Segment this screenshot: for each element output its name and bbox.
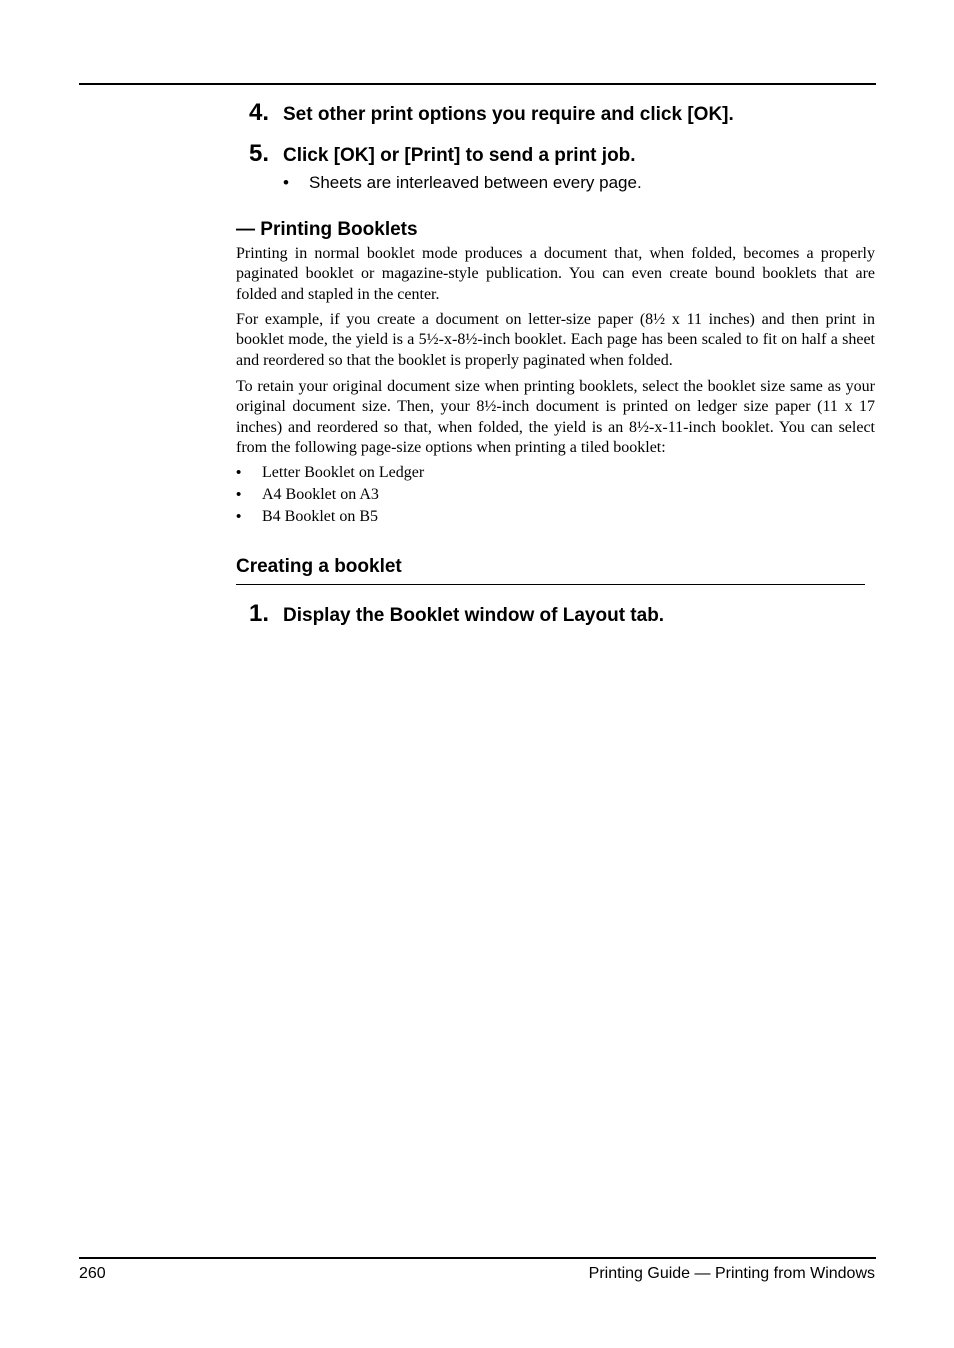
step-text: Display the Booklet window of Layout tab. — [283, 605, 665, 626]
paragraph-2: For example, if you create a document on letter-size paper (8½ x 11 inches) and then print in booklet mode, the yield is a 5½-x-8½-inch booklet. Each page has been scaled to fit on half a sheet and reordered so that the booklet is properly paginated when folded. — [236, 311, 875, 369]
header-rule — [79, 83, 876, 85]
page-number: 260 — [79, 1265, 106, 1282]
list-item-text: A4 Booklet on A3 — [262, 486, 379, 503]
note-text: Sheets are interleaved between every page. — [309, 173, 642, 192]
footer-rule — [79, 1257, 876, 1259]
paragraph-3: To retain your original document size when printing booklets, select the booklet size same as your original document size. Then, your 8½-inch document is printed on ledger size paper (11 x 17 inches) and reordered so that, when folded, the yield is an 8½-x-11-inch booklet. You can select from the following page-size options when printing a tiled booklet: — [236, 378, 875, 456]
list-item-text: B4 Booklet on B5 — [262, 508, 379, 525]
step-number: 5. — [249, 140, 270, 167]
list-item — [236, 486, 424, 508]
step-text: Click [OK] or [Print] to send a print job. — [283, 145, 636, 166]
paragraph-1: Printing in normal booklet mode produces a document that, when folded, becomes a properly paginated booklet or magazine-style publication. You can even create bound booklets that are folded and stapled in the center. — [236, 245, 875, 303]
bullet-icon: • — [236, 508, 242, 525]
step-number: 1. — [249, 600, 270, 627]
subsection-title: Creating a booklet — [236, 556, 402, 577]
section-title: — Printing Booklets — [236, 219, 418, 240]
page-size-options-list — [236, 464, 424, 530]
step-5-note — [283, 173, 642, 193]
bullet-icon: • — [236, 486, 242, 503]
bullet-icon: • — [236, 464, 242, 481]
list-item — [236, 464, 424, 486]
step-number: 4. — [249, 99, 270, 126]
list-item-text: Letter Booklet on Ledger — [262, 464, 425, 481]
subsection-rule — [236, 584, 865, 585]
step-5 — [249, 140, 636, 168]
running-title: Printing Guide — Printing from Windows — [588, 1265, 875, 1282]
list-item — [236, 508, 424, 530]
step-text: Set other print options you require and click [OK]. — [283, 104, 734, 125]
step-4 — [249, 99, 734, 127]
bullet-icon: • — [283, 173, 289, 192]
step-1 — [249, 600, 664, 628]
